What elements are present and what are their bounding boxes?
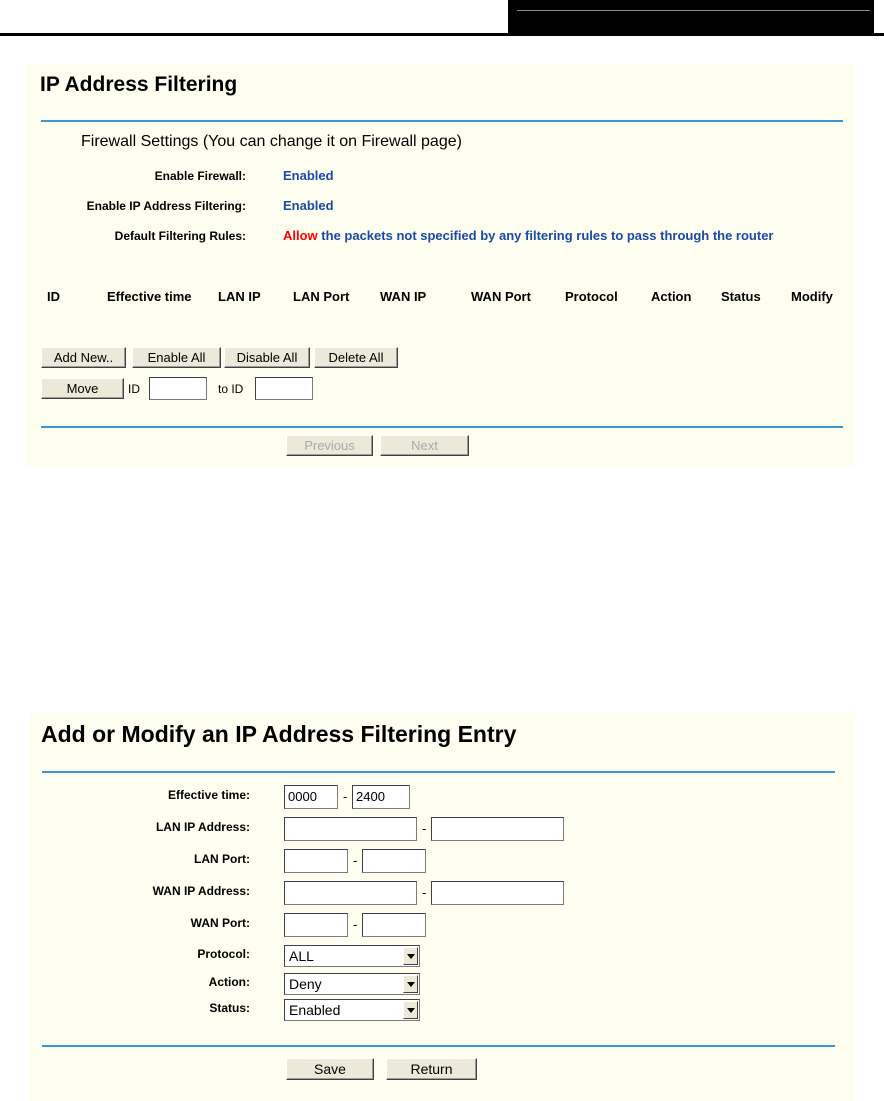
wan-ip-separator: - xyxy=(422,885,427,900)
move-id-input[interactable] xyxy=(149,377,207,400)
column-header-wan-ip: WAN IP xyxy=(380,289,427,304)
wan-port-separator: - xyxy=(353,917,358,932)
action-dropdown-arrow-icon[interactable] xyxy=(403,975,418,993)
effective-time-end-input[interactable]: 2400 xyxy=(352,785,410,809)
entry-page-title: Add or Modify an IP Address Filtering Entry xyxy=(41,721,517,747)
firewall-settings-heading: Firewall Settings (You can change it on Firewall page) xyxy=(81,133,462,150)
protocol-selected-value: ALL xyxy=(289,948,314,964)
column-header-effective-time: Effective time xyxy=(107,289,192,304)
column-header-modify: Modify xyxy=(791,289,833,304)
move-to-id-input[interactable] xyxy=(255,377,313,400)
status-dropdown-arrow-icon[interactable] xyxy=(403,1001,418,1019)
lan-ip-label: LAN IP Address: xyxy=(155,820,250,834)
action-label: Action: xyxy=(208,975,250,989)
move-to-id-label: to ID xyxy=(218,382,244,396)
bottom-divider xyxy=(41,426,843,428)
column-header-lan-port: LAN Port xyxy=(293,289,350,304)
add-modify-entry-panel xyxy=(30,713,855,1101)
wan-ip-end-input[interactable] xyxy=(431,881,564,905)
ip-filtering-panel xyxy=(25,64,855,466)
status-label: Status: xyxy=(209,1001,250,1015)
effective-time-label: Effective time: xyxy=(167,788,250,802)
protocol-label: Protocol: xyxy=(197,947,250,961)
lan-ip-start-input[interactable] xyxy=(284,817,417,841)
column-header-id: ID xyxy=(47,289,60,304)
action-selected-value: Deny xyxy=(289,976,322,992)
protocol-dropdown-arrow-icon[interactable] xyxy=(403,947,418,965)
default-rules-text: the packets not specified by any filtering rules to pass through the router xyxy=(321,228,774,243)
title-divider xyxy=(41,120,843,122)
lan-ip-separator: - xyxy=(422,821,427,836)
lan-port-label: LAN Port: xyxy=(194,852,250,866)
return-button[interactable]: Return xyxy=(386,1058,477,1080)
lan-ip-end-input[interactable] xyxy=(431,817,564,841)
lan-port-start-input[interactable] xyxy=(284,849,348,873)
lan-port-end-input[interactable] xyxy=(362,849,426,873)
column-header-action: Action xyxy=(651,289,692,304)
enable-firewall-label: Enable Firewall: xyxy=(154,169,246,183)
previous-button[interactable]: Previous xyxy=(286,435,373,456)
wan-port-start-input[interactable] xyxy=(284,913,348,937)
enable-ip-filtering-value: Enabled xyxy=(283,198,334,213)
column-header-protocol: Protocol xyxy=(565,289,618,304)
wan-ip-start-input[interactable] xyxy=(284,881,417,905)
save-button[interactable]: Save xyxy=(286,1058,374,1080)
column-header-wan-port: WAN Port xyxy=(471,289,531,304)
column-header-lan-ip: LAN IP xyxy=(218,289,261,304)
enable-ip-filtering-label: Enable IP Address Filtering: xyxy=(86,199,246,213)
wan-port-label: WAN Port: xyxy=(190,916,250,930)
entry-bottom-divider xyxy=(42,1045,835,1047)
entry-title-divider xyxy=(42,771,835,773)
status-selected-value: Enabled xyxy=(289,1002,341,1018)
disable-all-button[interactable]: Disable All xyxy=(224,347,310,368)
move-id-label: ID xyxy=(128,382,140,396)
protocol-select[interactable] xyxy=(284,945,420,967)
effective-time-start-input[interactable]: 0000 xyxy=(284,785,338,809)
column-header-status: Status xyxy=(721,289,761,304)
effective-time-separator: - xyxy=(343,789,348,804)
default-rules-value xyxy=(283,228,774,243)
add-new-button[interactable]: Add New.. xyxy=(41,347,126,368)
default-rules-action: Allow xyxy=(283,228,318,243)
document-header-tab-line xyxy=(517,10,870,11)
wan-port-end-input[interactable] xyxy=(362,913,426,937)
enable-firewall-value: Enabled xyxy=(283,168,334,183)
lan-port-separator: - xyxy=(353,853,358,868)
action-select[interactable] xyxy=(284,973,420,995)
default-rules-label: Default Filtering Rules: xyxy=(114,229,246,243)
enable-all-button[interactable]: Enable All xyxy=(132,347,221,368)
wan-ip-label: WAN IP Address: xyxy=(152,884,250,898)
delete-all-button[interactable]: Delete All xyxy=(314,347,398,368)
document-header-tab xyxy=(508,0,874,36)
status-select[interactable] xyxy=(284,999,420,1021)
next-button[interactable]: Next xyxy=(380,435,469,456)
page-title: IP Address Filtering xyxy=(40,73,238,96)
move-button[interactable]: Move xyxy=(41,378,124,399)
